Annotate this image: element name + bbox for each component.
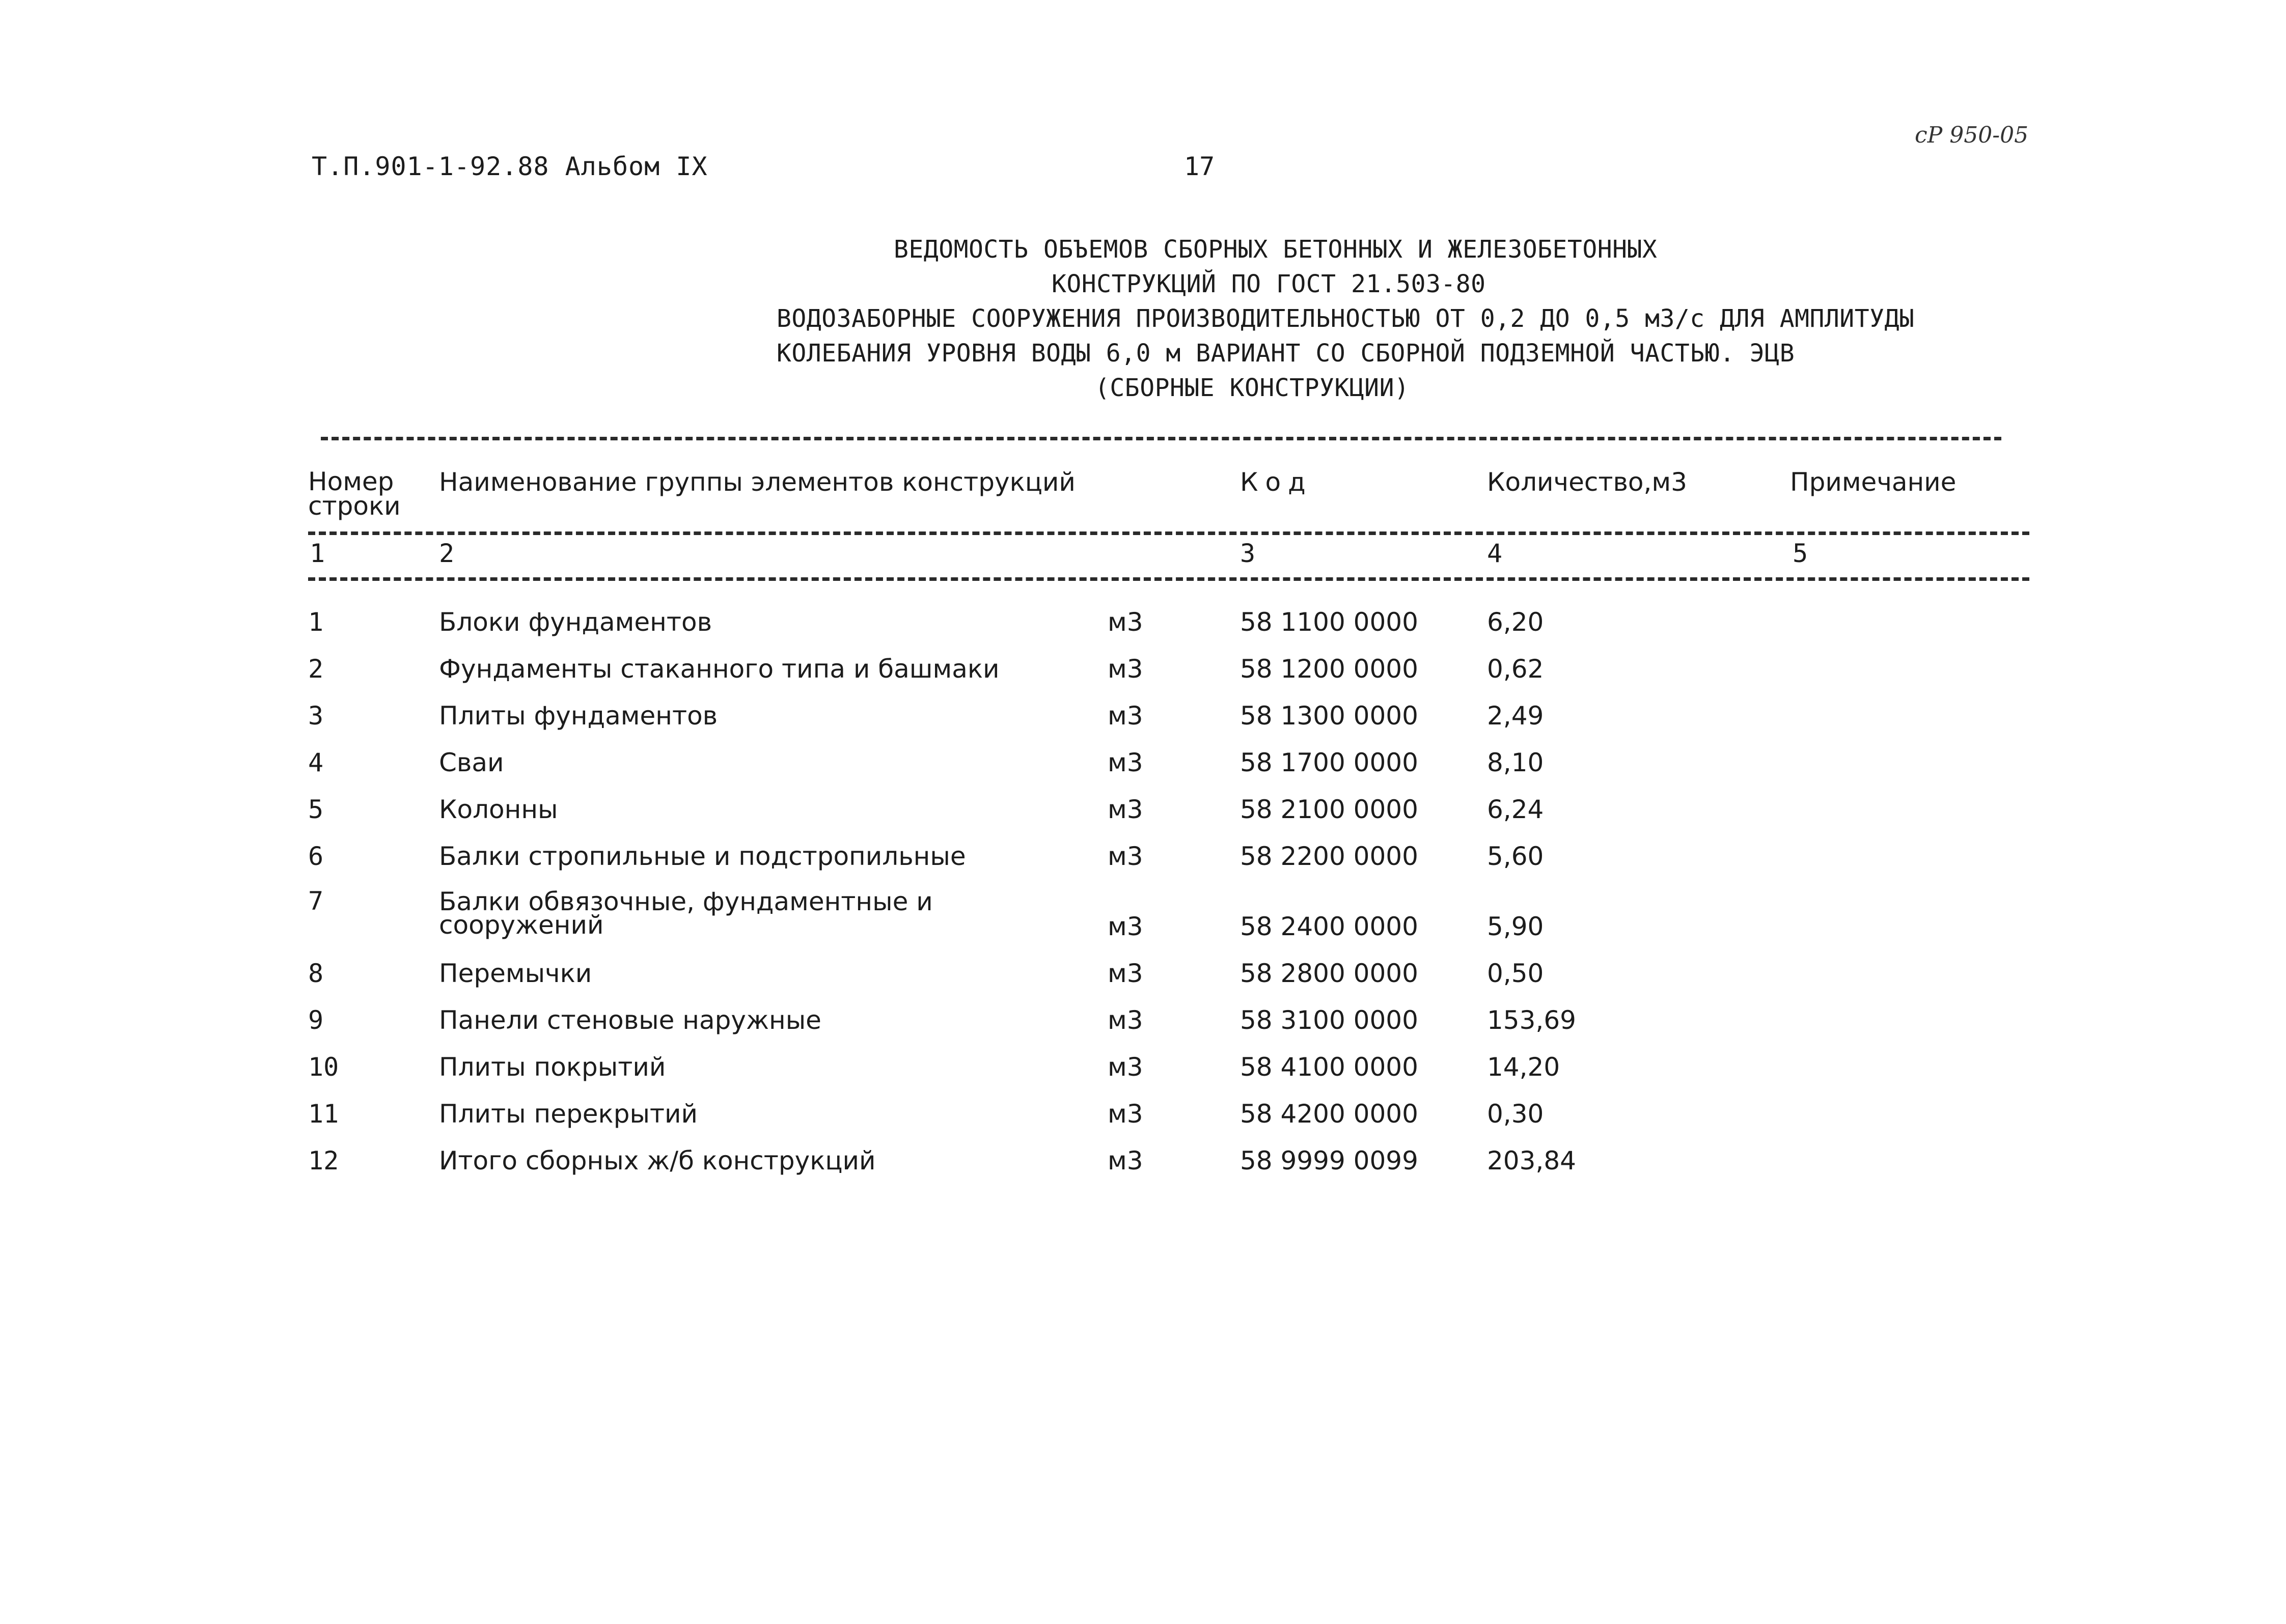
title-line-5: (СБОРНЫЕ КОНСТРУКЦИИ) bbox=[1095, 374, 1410, 402]
title-line-1: ВЕДОМОСТЬ ОБЪЕМОВ СБОРНЫХ БЕТОННЫХ И ЖЕЛЕЗОБЕТОННЫХ bbox=[894, 235, 1658, 264]
row-quantity: 6,24 bbox=[1487, 795, 1544, 824]
row-unit: м3 bbox=[1108, 1052, 1143, 1082]
column-number: 5 bbox=[1793, 539, 1808, 568]
row-code: 58 2100 0000 bbox=[1240, 795, 1418, 824]
title-line-3: ВОДОЗАБОРНЫЕ СООРУЖЕНИЯ ПРОИЗВОДИТЕЛЬНОСТЬЮ ОТ 0,2 ДО 0,5 м3/с ДЛЯ АМПЛИТУДЫ bbox=[777, 304, 1915, 333]
row-name: Балки стропильные и подстропильные bbox=[439, 842, 966, 871]
column-header-quantity: Количество,м3 bbox=[1487, 467, 1687, 497]
row-number: 2 bbox=[308, 654, 324, 684]
row-code: 58 4100 0000 bbox=[1240, 1052, 1418, 1082]
row-name: Колонны bbox=[439, 795, 558, 824]
row-quantity: 6,20 bbox=[1487, 607, 1544, 637]
row-unit: м3 bbox=[1108, 748, 1143, 777]
row-code: 58 2800 0000 bbox=[1240, 959, 1418, 988]
column-number: 4 bbox=[1487, 539, 1503, 568]
row-code: 58 2200 0000 bbox=[1240, 842, 1418, 871]
row-quantity: 5,60 bbox=[1487, 842, 1544, 871]
row-unit: м3 bbox=[1108, 654, 1143, 684]
table-top-rule bbox=[321, 437, 2001, 440]
page-number: 17 bbox=[1184, 152, 1215, 181]
row-code: 58 1300 0000 bbox=[1240, 701, 1418, 731]
row-code: 58 4200 0000 bbox=[1240, 1099, 1418, 1129]
row-unit: м3 bbox=[1108, 959, 1143, 988]
row-number: 3 bbox=[308, 701, 324, 731]
row-quantity: 153,69 bbox=[1487, 1005, 1576, 1035]
row-number: 4 bbox=[308, 748, 324, 777]
column-number: 1 bbox=[310, 539, 325, 568]
row-quantity: 0,30 bbox=[1487, 1099, 1544, 1129]
row-number: 7 bbox=[308, 886, 324, 916]
row-name: Плиты покрытий bbox=[439, 1052, 666, 1082]
row-number: 6 bbox=[308, 842, 324, 871]
row-unit: м3 bbox=[1108, 607, 1143, 637]
row-name: Фундаменты стаканного типа и башмаки bbox=[439, 654, 1000, 684]
row-unit: м3 bbox=[1108, 1005, 1143, 1035]
row-unit: м3 bbox=[1108, 842, 1143, 871]
column-number: 2 bbox=[439, 539, 455, 568]
column-number: 3 bbox=[1240, 539, 1256, 568]
row-code: 58 1100 0000 bbox=[1240, 607, 1418, 637]
row-unit: м3 bbox=[1108, 701, 1143, 731]
row-name: Плиты перекрытий bbox=[439, 1099, 698, 1129]
row-number: 8 bbox=[308, 959, 324, 988]
row-quantity: 5,90 bbox=[1487, 912, 1544, 941]
row-number: 11 bbox=[308, 1099, 339, 1129]
row-name: Перемычки bbox=[439, 959, 592, 988]
row-number: 10 bbox=[308, 1052, 339, 1082]
row-unit: м3 bbox=[1108, 1099, 1143, 1129]
column-header-code: Код bbox=[1240, 467, 1313, 497]
header-bottom-rule bbox=[308, 531, 2029, 535]
row-code: 58 9999 0099 bbox=[1240, 1146, 1418, 1175]
row-quantity: 8,10 bbox=[1487, 748, 1544, 777]
row-code: 58 1700 0000 bbox=[1240, 748, 1418, 777]
row-name: Панели стеновые наружные bbox=[439, 1005, 821, 1035]
column-header-note: Примечание bbox=[1790, 467, 1957, 497]
row-unit: м3 bbox=[1108, 912, 1143, 941]
row-number: 12 bbox=[308, 1146, 339, 1175]
column-numbers-rule bbox=[308, 577, 2029, 581]
row-name: Плиты фундаментов bbox=[439, 701, 718, 731]
title-line-4: КОЛЕБАНИЯ УРОВНЯ ВОДЫ 6,0 м ВАРИАНТ СО СБОРНОЙ ПОДЗЕМНОЙ ЧАСТЬЮ. ЭЦВ bbox=[777, 339, 1795, 368]
row-name: Балки обвязочные, фундаментные и сооружений bbox=[439, 887, 933, 940]
row-number: 5 bbox=[308, 795, 324, 824]
row-quantity: 14,20 bbox=[1487, 1052, 1560, 1082]
column-header-name: Наименование группы элементов конструкций bbox=[439, 467, 1076, 497]
document-reference: Т.П.901-1-92.88 Альбом IX bbox=[312, 152, 708, 181]
row-quantity: 2,49 bbox=[1487, 701, 1544, 731]
row-name: Блоки фундаментов bbox=[439, 607, 712, 637]
column-header-row-number: Номер строки bbox=[308, 467, 401, 521]
row-quantity: 203,84 bbox=[1487, 1146, 1576, 1175]
row-unit: м3 bbox=[1108, 795, 1143, 824]
row-quantity: 0,62 bbox=[1487, 654, 1544, 684]
row-name: Сваи bbox=[439, 748, 504, 777]
row-code: 58 2400 0000 bbox=[1240, 912, 1418, 941]
archive-stamp: сР 950-05 bbox=[1915, 122, 2029, 148]
row-code: 58 3100 0000 bbox=[1240, 1005, 1418, 1035]
row-quantity: 0,50 bbox=[1487, 959, 1544, 988]
row-number: 9 bbox=[308, 1005, 324, 1035]
row-number: 1 bbox=[308, 607, 324, 637]
row-code: 58 1200 0000 bbox=[1240, 654, 1418, 684]
title-line-2: КОНСТРУКЦИЙ ПО ГОСТ 21.503-80 bbox=[1052, 270, 1486, 298]
row-name: Итого сборных ж/б конструкций bbox=[439, 1146, 876, 1175]
row-unit: м3 bbox=[1108, 1146, 1143, 1175]
